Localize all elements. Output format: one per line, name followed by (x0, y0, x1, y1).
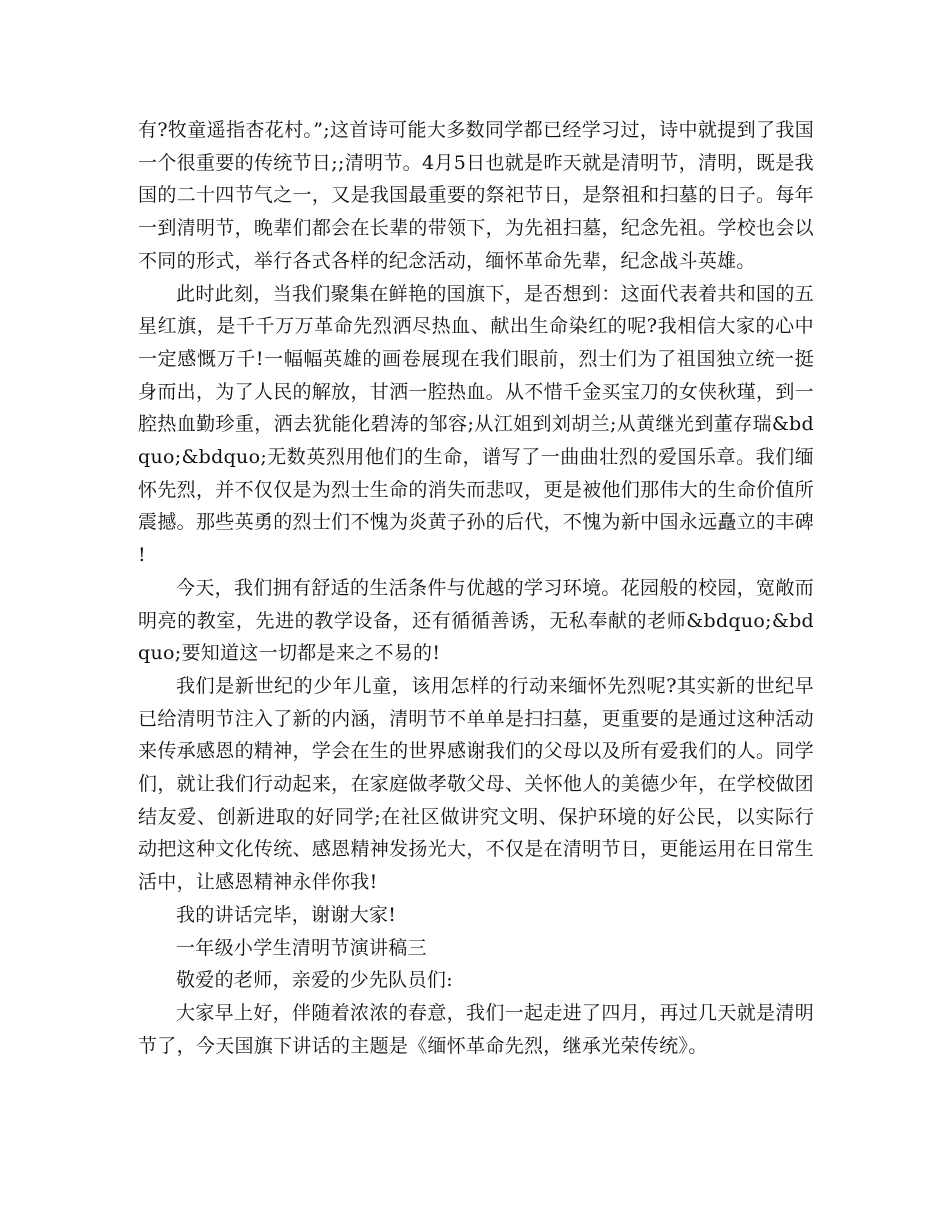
paragraph-closing-thanks: 我的讲话完毕，谢谢大家! (176, 903, 397, 926)
document-body (138, 114, 814, 1062)
section-heading: 一年级小学生清明节演讲稿三 (176, 936, 427, 959)
paragraph-today-environment: 今天，我们拥有舒适的生活条件与优越的学习环境。花园般的校园，宽敞而明亮的教室，先进的教学设备，还有循循善诱，无私奉献的老师&bdquo;&bdquo;要知道这一切都是来之不易的! (138, 576, 814, 665)
paragraph-opening: 大家早上好，伴随着浓浓的春意，我们一起走进了四月，再过几天就是清明节了，今天国旗下讲话的主题是《缅怀革命先烈，继承光荣传统》。 (138, 1001, 814, 1057)
paragraph-new-century: 我们是新世纪的少年儿童，该用怎样的行动来缅怀先烈呢?其实新的世纪早已给清明节注入了新的内涵，清明节不单单是扫扫墓，更重要的是通过这种活动来传承感恩的精神，学会在生的世界感谢我们的父母以及所有爱我们的人。同学们，就让我们行动起来，在家庭做孝敬父母、关怀他人的美德少年，在学校做团结友爱、创新进取的好同学;在社区做讲究文明、保护环境的好公民，以实际行动把这种文化传统、感恩精神发扬光大，不仅是在清明节日，更能运用在日常生活中，让感恩精神永伴你我! (138, 674, 814, 894)
paragraph-martyrs-flag: 此时此刻，当我们聚集在鲜艳的国旗下，是否想到：这面代表着共和国的五星红旗，是千千万万革命先烈洒尽热血、献出生命染红的呢?我相信大家的心中一定感慨万千!一幅幅英雄的画卷展现在我们眼前，烈士们为了祖国独立统一挺身而出，为了人民的解放，甘洒一腔热血。从不惜千金买宝刀的女侠秋瑾，到一腔热血勤珍重，洒去犹能化碧涛的邹容;从江姐到刘胡兰;从黄继光到董存瑞&bdquo;&bdquo;无数英烈用他们的生命，谱写了一曲曲壮烈的爱国乐章。我们缅怀先烈，并不仅仅是为烈士生命的消失而悲叹，更是被他们那伟大的生命价值所震撼。那些英勇的烈士们不愧为炎黄子孙的后代，不愧为新中国永远矗立的丰碑! (138, 282, 814, 567)
paragraph-continuation: 有?牧童遥指杏花村。”;这首诗可能大多数同学都已经学习过，诗中就提到了我国一个很重要的传统节日;;清明节。4月5日也就是昨天就是清明节，清明，既是我国的二十四节气之一，又是我国最重要的祭祀节日，是祭祖和扫墓的日子。每年一到清明节，晚辈们都会在长辈的带领下，为先祖扫墓，纪念先祖。学校也会以不同的形式，举行各式各样的纪念活动，缅怀革命先辈，纪念战斗英雄。 (138, 119, 814, 272)
salutation: 敬爱的老师，亲爱的少先队员们: (176, 969, 453, 992)
